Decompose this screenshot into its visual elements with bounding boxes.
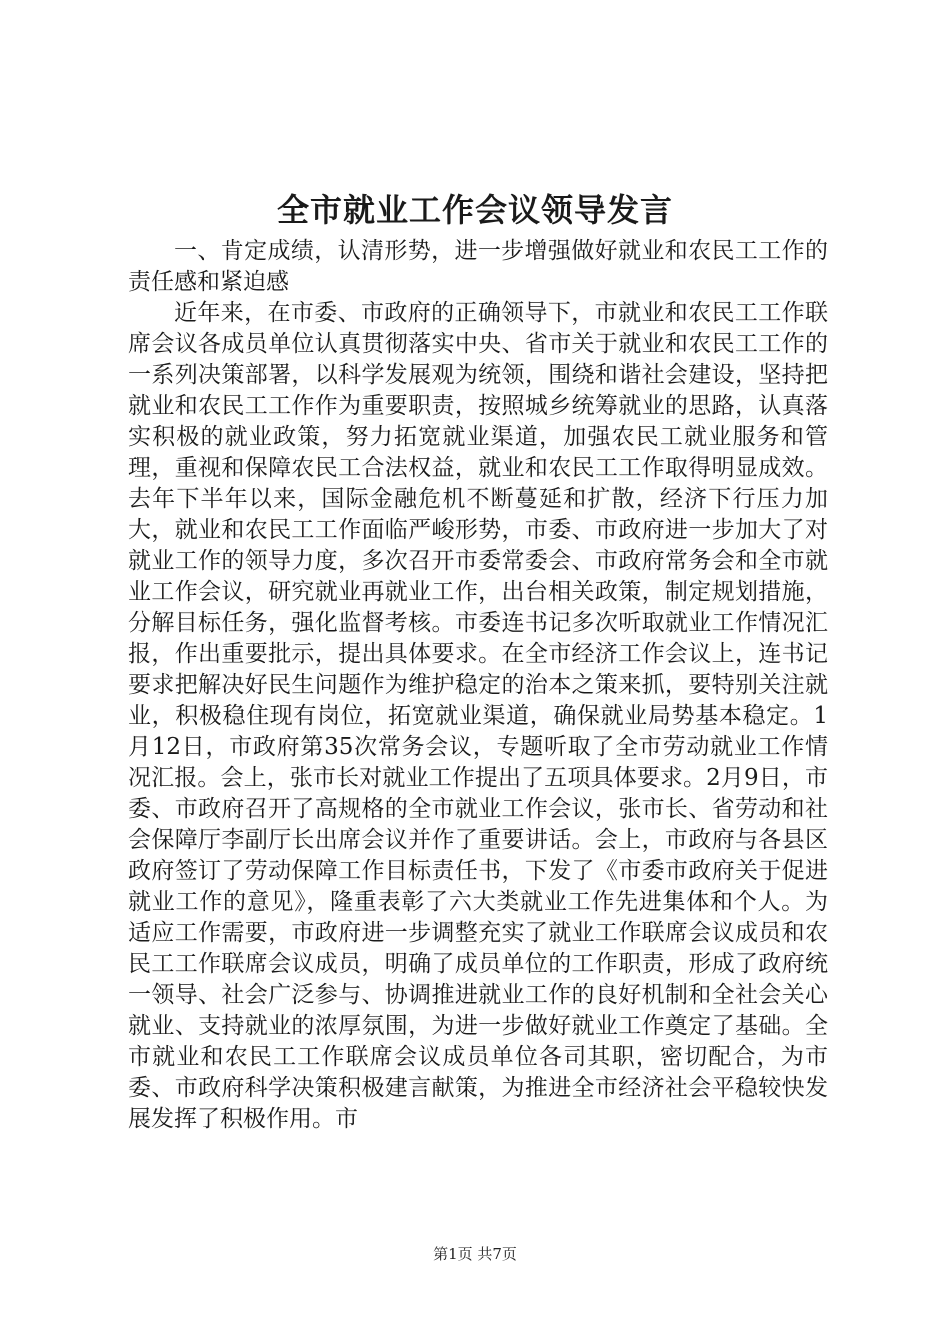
document-title: 全市就业工作会议领导发言	[276, 191, 673, 229]
page-number: 第1页 共7页	[433, 1245, 517, 1263]
section-heading: 一、肯定成绩，认清形势，进一步增强做好就业和农民工工作的责任感和紧迫感	[128, 238, 828, 295]
body-paragraph: 近年来，在市委、市政府的正确领导下，市就业和农民工工作联席会议各成员单位认真贯彻落实中央、省市关于就业和农民工工作的一系列决策部署，以科学发展观为统领，围绕和谐社会建设，坚持把就业和农民工工作作为重要职责，按照城乡统筹就业的思路，认真落实积极的就业政策，努力拓宽就业渠道，加强农民工就业服务和管理，重视和保障农民工合法权益，就业和农民工工作取得明显成效。去年下半年以来，国际金融危机不断蔓延和扩散，经济下行压力加大，就业和农民工工作面临严峻形势，市委、市政府进一步加大了对就业工作的领导力度，多次召开市委常委会、市政府常务会和全市就业工作会议，研究就业再就业工作，出台相关政策，制定规划措施，分解目标任务，强化监督考核。市委连书记多次听取就业工作情况汇报，作出重要批示，提出具体要求。在全市经济工作会议上，连书记要求把解决好民生问题作为维护稳定的治本之策来抓，要特别关注就业，积极稳住现有岗位，拓宽就业渠道，确保就业局势基本稳定。1月12日，市政府第35次常务会议，专题听取了全市劳动就业工作情况汇报。会上，张市长对就业工作提出了五项具体要求。2月9日，市委、市政府召开了高规格的全市就业工作会议，张市长、省劳动和社会保障厅李副厅长出席会议并作了重要讲话。会上，市政府与各县区政府签订了劳动保障工作目标责任书，下发了《市委市政府关于促进就业工作的意见》，隆重表彰了六大类就业工作先进集体和个人。为适应工作需要，市政府进一步调整充实了就业工作联席会议成员和农民工工作联席会议成员，明确了成员单位的工作职责，形成了政府统一领导、社会广泛参与、协调推进就业工作的良好机制和全社会关心就业、支持就业的浓厚氛围，为进一步做好就业工作奠定了基础。全市就业和农民工工作联席会议成员单位各司其职，密切配合，为市委、市政府科学决策积极建言献策，为推进全市经济社会平稳较快发展发挥了积极作用。市	[128, 300, 828, 1132]
document-body	[128, 236, 828, 1135]
